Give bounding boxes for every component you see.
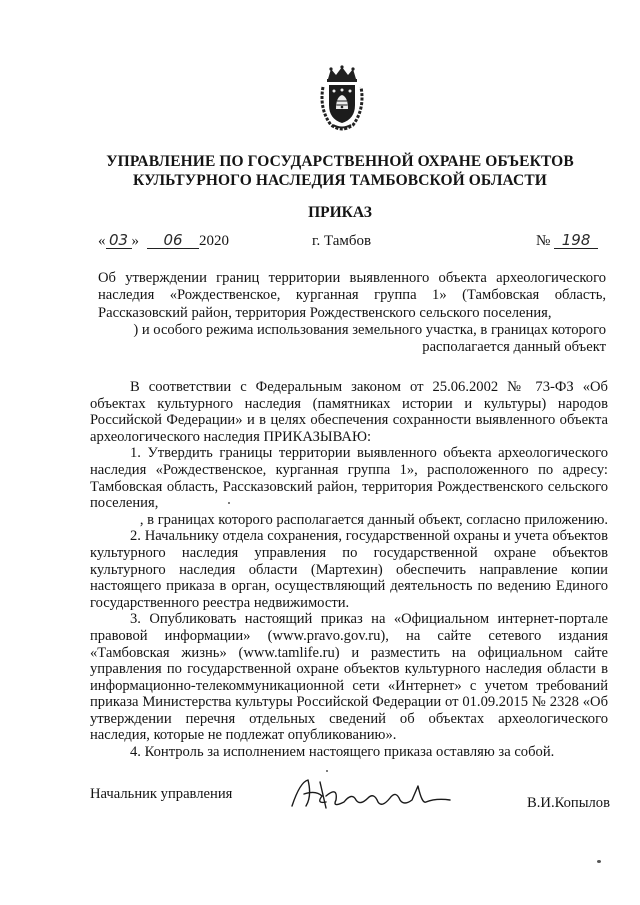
document-type-title: ПРИКАЗ xyxy=(308,204,372,221)
subject-part-2: ) и особого режима использования земельного участка, в границах которого располагается данный объект xyxy=(133,321,606,356)
coat-of-arms-emblem xyxy=(319,65,365,131)
date-year: 2020 xyxy=(199,233,229,249)
date-open-quote: « xyxy=(98,233,106,249)
order-number-value: 198 xyxy=(554,233,598,249)
subject-part-1: Об утверждении границ территории выявленного объекта археологического наследия «Рождественское, курганная группа 1» (Тамбовская область, Рассказовский район, территория Рождественского сельского поселения, xyxy=(98,270,606,321)
number-sign: № xyxy=(536,233,551,249)
agency-name-line-1: УПРАВЛЕНИЕ ПО ГОСУДАРСТВЕННОЙ ОХРАНЕ ОБЪЕКТОВ xyxy=(106,153,574,170)
date-month: 06 xyxy=(147,233,199,249)
item-4-paragraph: 4. Контроль за исполнением настоящего приказа оставляю за собой. xyxy=(130,744,555,761)
item-3-paragraph: 3. Опубликовать настоящий приказ на «Официальном интернет-портале правовой информации» (www.pravo.gov.ru), на сайте сетевого издания «Тамбовская жизнь» (www.tamlife.ru) и разместить на официальном сайте управления по государственной охране объектов культурного наследия области в информационно-телекоммуникационной сети «Интернет» с учетом требований приказа Министерства культуры Российской Федерации от 01.09.2015 № 2328 «Об утверждении перечня отдельных сведений об объектах археологического наследия, которые не подлежат опубликованию». xyxy=(90,611,608,744)
order-number xyxy=(536,233,598,250)
item-1-paragraph: 1. Утвердить границы территории выявленного объекта археологического наследия «Рождественское, курганная группа 1», расположенного по адресу: Тамбовская область, Рассказовский район, территория Рождественского сельского поселения, xyxy=(90,445,608,512)
date-day: 03 xyxy=(106,233,132,249)
preamble-paragraph: В соответствии с Федеральным законом от 25.06.2002 № 73-ФЗ «Об объектах культурного наследия (памятниках истории и культуры) народов Российской Федерации» и в целях обеспечения сохранности выявленного объекта археологического наследия ПРИКАЗЫВАЮ: xyxy=(90,379,608,445)
signatory-name: В.И.Копылов xyxy=(527,795,610,811)
order-date xyxy=(98,233,229,250)
item-1-continuation: , в границах которого располагается данный объект, согласно приложению. xyxy=(139,511,608,528)
order-city: г. Тамбов xyxy=(312,233,372,249)
scan-speck xyxy=(326,770,328,772)
signatory-title: Начальник управления xyxy=(90,786,233,802)
handwritten-signature xyxy=(286,776,456,816)
item-2-paragraph: 2. Начальнику отдела сохранения, государственной охраны и учета объектов культурного наследия управления по государственной охране объектов культурного наследия области (Мартехин) обеспечить направление копии настоящего приказа в орган, осуществляющий деятельность по ведению Единого государственного реестра недвижимости. xyxy=(90,528,608,611)
scan-speck xyxy=(228,502,230,504)
scan-speck xyxy=(597,860,601,863)
order-body xyxy=(90,379,608,761)
date-close-quote: » xyxy=(131,233,139,249)
signature-block xyxy=(90,784,610,834)
agency-name xyxy=(60,152,620,190)
agency-name-line-2: КУЛЬТУРНОГО НАСЛЕДИЯ ТАМБОВСКОЙ ОБЛАСТИ xyxy=(133,172,547,189)
order-subject xyxy=(98,270,606,356)
